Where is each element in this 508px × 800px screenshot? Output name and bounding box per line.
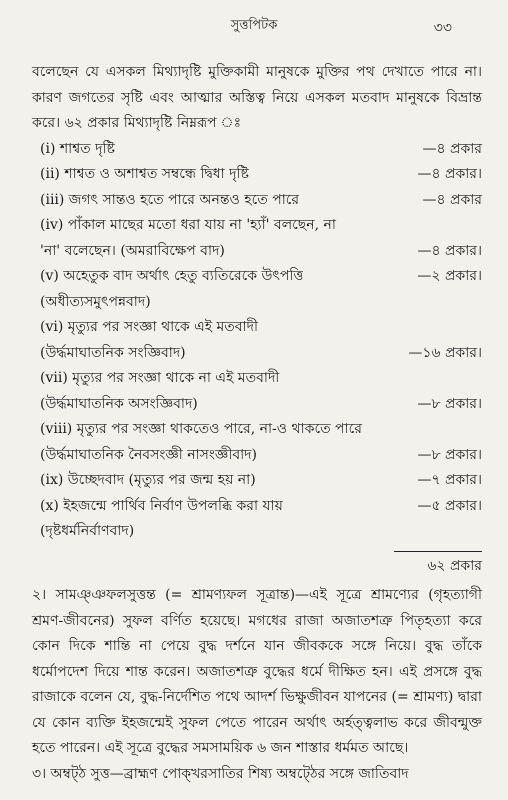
paragraph-2: ২। সামঞ্ঞফলসুত্তন্ত (= শ্রামণ্যফল সূত্রান্ত)—এই সূত্রে শ্রামণ্যের (গৃহত্যাগী শ্রমণ-জীবনের) সুফল বর্ণিত হয়েছে। মগধের রাজা অজাতশত্রু পিতৃহত্যা করে কোন দিকে শান্তি না পেয়ে বুদ্ধ দর্শনে যান জীবককে সঙ্গে নিয়ে। বুদ্ধ তাঁকে ধর্মোপদেশ দিয়ে শান্ত করেন। অজাতশত্রু বুদ্ধের ধর্মে দীক্ষিত হন। এই প্রসঙ্গে বুদ্ধ রাজাকে বলেন যে, বুদ্ধ-নির্দেশিত পথে আদর্শ ভিক্ষুজীবন যাপনের (= শ্রামণ্য) দ্বারা যে কোন ব্যক্তি ইহজন্মেই সুফল পেতে পারেন অর্থাৎ অর্হত্ত্বলাভ করে জীবন্মুক্ত হতে পারেন। এই সূত্রে বুদ্ধের সমসাময়িক ৬ জন শাস্তার ধর্মমত আছে। bbox=[32, 587, 482, 756]
list-item-ix bbox=[32, 468, 482, 494]
item-text: (x) ইহজন্মে পার্থিব নির্বাণ উপলব্ধি করা যায় bbox=[40, 497, 283, 514]
item-count: —৭ প্রকার। bbox=[417, 472, 482, 488]
list-item-v bbox=[32, 264, 482, 290]
list-item-v-line2: (অধীত্যসমুৎপন্নবাদ) bbox=[40, 293, 151, 310]
total-rule bbox=[394, 551, 482, 552]
item-count: —২ প্রকার। bbox=[417, 268, 482, 284]
item-text: (i) শাশ্বত দৃষ্টি bbox=[40, 140, 115, 157]
body-text bbox=[32, 60, 482, 787]
item-text: (উর্দ্ধমাঘাতনিক নৈবসংজ্ঞী নাসংজ্ঞীবাদ) bbox=[40, 446, 257, 463]
list-item-ii bbox=[32, 162, 482, 188]
item-text: (উর্দ্ধমাঘাতনিক অসংজ্ঞিবাদ) bbox=[40, 395, 198, 412]
list-item-viii-line1: (viii) মৃত্যুর পর সংজ্ঞা থাকতেও পারে, না-ও থাকতে পারে bbox=[40, 421, 362, 437]
page-number: ৩৩ bbox=[433, 20, 452, 36]
item-text: (ix) উচ্ছেদবাদ (মৃত্যুর পর জন্ম হয় না) bbox=[40, 472, 256, 488]
list-item-vi bbox=[32, 341, 482, 367]
item-text: (উর্দ্ধমাঘাতনিক সংজ্ঞিবাদ) bbox=[40, 344, 186, 361]
list-item-viii bbox=[32, 443, 482, 469]
item-count: —৮ প্রকার। bbox=[417, 395, 482, 412]
list-item-vi-line1: (vi) মৃত্যুর পর সংজ্ঞা থাকে এই মতবাদী bbox=[40, 319, 258, 335]
intro-paragraph: বলেছেন যে এসকল মিথ্যাদৃষ্টি মুক্তিকামী মানুষকে মুক্তির পথ দেখাতে পারে না। কারণ জগতের সৃষ্টি এবং আত্মার অস্তিত্ব নিয়ে এসকল মতবাদ মানুষকে বিভ্রান্ত করে। ৬২ প্রকার মিথ্যাদৃষ্টি নিম্নরূপ ঃ bbox=[32, 64, 482, 131]
page-header bbox=[0, 16, 508, 38]
list-item-iv bbox=[32, 239, 482, 265]
list-item-iii bbox=[32, 188, 482, 214]
item-text: 'না' বলেছেন। (অমরাবিক্ষেপ বাদ) bbox=[40, 242, 225, 259]
running-title: সুত্তপিটক bbox=[230, 18, 278, 33]
item-text: (ii) শাশ্বত ও অশাশ্বত সম্বন্ধে দ্বিধা দৃষ্টি bbox=[40, 166, 249, 182]
list-item-vii bbox=[32, 392, 482, 418]
total-count: ৬২ প্রকার bbox=[427, 557, 482, 574]
list-item-vii-line1: (vii) মৃত্যুর পর সংজ্ঞা থাকে না এই মতবাদী bbox=[40, 370, 280, 386]
item-count: —৪ প্রকার bbox=[422, 191, 482, 208]
item-count: —৪ প্রকার bbox=[422, 140, 482, 157]
item-count: —৪ প্রকার। bbox=[417, 166, 482, 182]
item-count: —৮ প্রকার। bbox=[417, 446, 482, 463]
list-item-x bbox=[32, 494, 482, 520]
paragraph-3: ৩। অম্বট্ঠ সুত্ত—ব্রাহ্মণ পোক্খরসাতির শিষ্য অম্বট্ঠের সঙ্গে জাতিবাদ bbox=[32, 765, 409, 782]
item-text: (v) অহেতুক বাদ অর্থাৎ হেতু ব্যতিরেকে উৎপত্তি bbox=[40, 268, 304, 284]
list-item-x-line2: (দৃষ্টধর্মনির্বাণবাদ) bbox=[40, 523, 135, 539]
item-count: —১৬ প্রকার। bbox=[408, 344, 482, 361]
list-item-iv-line1: (iv) পাঁকাল মাছের মতো ধরা যায় না 'হ্যাঁ' বলছেন, না bbox=[40, 217, 336, 233]
item-text: (iii) জগৎ সান্তও হতে পারে অনন্তও হতে পারে bbox=[40, 191, 300, 208]
list-item-i bbox=[32, 137, 482, 163]
item-count: —৫ প্রকার। bbox=[417, 497, 482, 514]
item-count: —৪ প্রকার। bbox=[417, 242, 482, 259]
